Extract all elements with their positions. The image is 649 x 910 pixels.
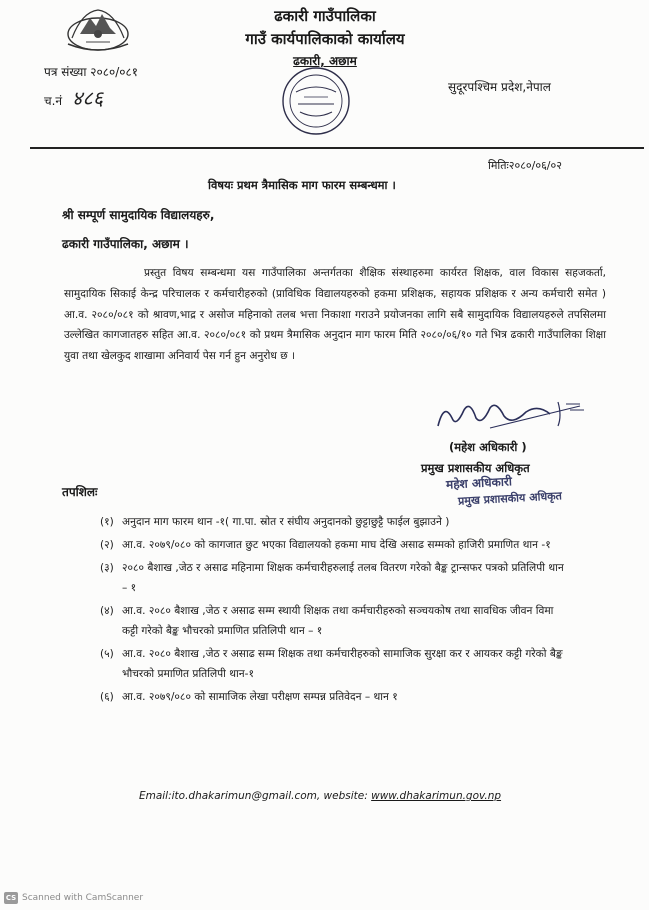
list-item: [100, 535, 570, 555]
signature-stamp: [418, 474, 588, 514]
footer-email: Email:ito.dhakarimun@gmail.com, website:: [138, 790, 372, 802]
list-item-text: आ.व. २०८० बैशाख ,जेठ र असाढ सम्म स्थायी शिक्षक तथा कर्मचारीहरुको सञ्चयकोष तथा सावधिक जीवन विमा कट्टी गरेको बैङ्क भौचरको प्रमाणित प्रतिलिपी थान – १: [122, 605, 554, 637]
list-item: [100, 558, 570, 598]
list-item: [100, 644, 570, 684]
letter-subject: विषयः प्रथम त्रैमासिक माग फारम सम्बन्धमा ।: [208, 178, 396, 192]
list-item-text: आ.व. २०८० बैशाख ,जेठ र असाढ सम्म शिक्षक तथा कर्मचारीहरुको सामाजिक सुरक्षा कर र आयकर कट्टी गरेको बैङ्क भौचरको प्रमाणित प्रतिलिपी थान-१: [122, 648, 563, 680]
list-item-number: (३): [100, 562, 114, 574]
addressee-line2: ढकारी गाउँपालिका, अछाम ।: [62, 237, 189, 251]
letter-body: प्रस्तुत विषय सम्बन्धमा यस गाउँपालिका अन्तर्गतका शैक्षिक संस्थाहरुमा कार्यरत शिक्षक, वाल विकास सहजकर्ता, सामुदायिक सिकाई केन्द्र परिचालक र कर्मचारीहरुको (प्राविधिक विद्यालयहरुको हकमा प्रशिक्षक, सहायक प्रशिक्षक र अन्य कर्मचारी समेत ) आ.व. २०८०/०८१ को श्रावण,भाद्र र असोज महिनाको तलब भत्ता निकाशा गराउने प्रयोजनका लागि सबै सामुदायिक विद्यालयहरुले तपसिलमा उल्लेखित कागजातहरु सहित आ.व. २०८०/०८१ को प्रथम त्रैमासिक अनुदान माग फारम मिति २०८०/०६/१० गते भित्र ढकारी गाउँपालिका शिक्षा युवा तथा खेलकुद शाखामा अनिवार्य पेस गर्न हुन अनुरोध छ ।: [64, 267, 606, 363]
patra-sankhya: पत्र संख्या २०८०/०८१: [44, 65, 138, 79]
office-stamp-icon: [268, 64, 364, 138]
list-item-text: आ.व. २०७९/०८० को सामाजिक लेखा परीक्षण सम्पन्न प्रतिवेदन – थान १: [122, 691, 398, 703]
footer-website-link[interactable]: www.dhakarimun.gov.np: [371, 790, 502, 802]
signatory-name: (महेश अधिकारी ): [449, 440, 527, 454]
tapsil-heading: तपशिलः: [62, 485, 98, 499]
province-label: सुदूरपश्चिम प्रदेश,नेपाल: [448, 80, 551, 94]
signature-icon: [430, 396, 590, 436]
signature-stamp-line2: प्रमुख प्रशासकीय अधिकृत: [457, 489, 563, 508]
camscanner-icon: CS: [5, 894, 17, 902]
footer-contact: [130, 790, 510, 802]
list-item: [100, 512, 570, 532]
letter-date: मितिः२०८०/०६/०२: [488, 159, 562, 172]
signature-stamp-line1: महेश अधिकारी: [445, 474, 513, 492]
list-item-number: (१): [100, 516, 114, 528]
list-item-number: (६): [100, 691, 114, 703]
list-item-number: (२): [100, 539, 114, 551]
chalani-number: ४८६: [71, 86, 104, 110]
list-item-number: (४): [100, 605, 114, 617]
list-item-text: २०८० बैशाख ,जेठ र असाढ महिनामा शिक्षक कर्मचारीहरुलाई तलब वितरण गरेको बैङ्क ट्रान्सफर पत्रको प्रतिलिपी थान – १: [122, 562, 564, 594]
list-item: [100, 601, 570, 641]
list-item: [100, 687, 570, 707]
signatory-title: प्रमुख प्रशासकीय अधिकृत: [421, 461, 530, 475]
org-office: गाउँ कार्यपालिकाको कार्यालय: [245, 30, 405, 48]
requirements-list: [100, 512, 570, 710]
chalani-label: च.नं: [44, 94, 63, 108]
nepal-emblem-icon: [62, 4, 134, 54]
scanner-watermark: [4, 892, 143, 904]
org-location: ढकारी, अछाम: [293, 54, 357, 68]
header-divider: [30, 147, 644, 149]
scanner-note: Scanned with CamScanner: [22, 893, 144, 903]
list-item-text: अनुदान माग फारम थान -१( गा.पा. स्रोत र संघीय अनुदानको छुट्टाछुट्टै फाईल बुझाउने ): [122, 516, 450, 528]
chalani-number-row: [44, 84, 103, 111]
addressee-line1: श्री सम्पूर्ण सामुदायिक विद्यालयहरु,: [62, 208, 215, 222]
list-item-text: आ.व. २०७९/०८० को कागजात छुट भएका विद्यालयको हकमा माघ देखि असाढ सम्मको हाजिरी प्रमाणित थान -१: [122, 539, 551, 551]
org-name: ढकारी गाउँपालिका: [274, 7, 376, 25]
list-item-number: (५): [100, 648, 114, 660]
